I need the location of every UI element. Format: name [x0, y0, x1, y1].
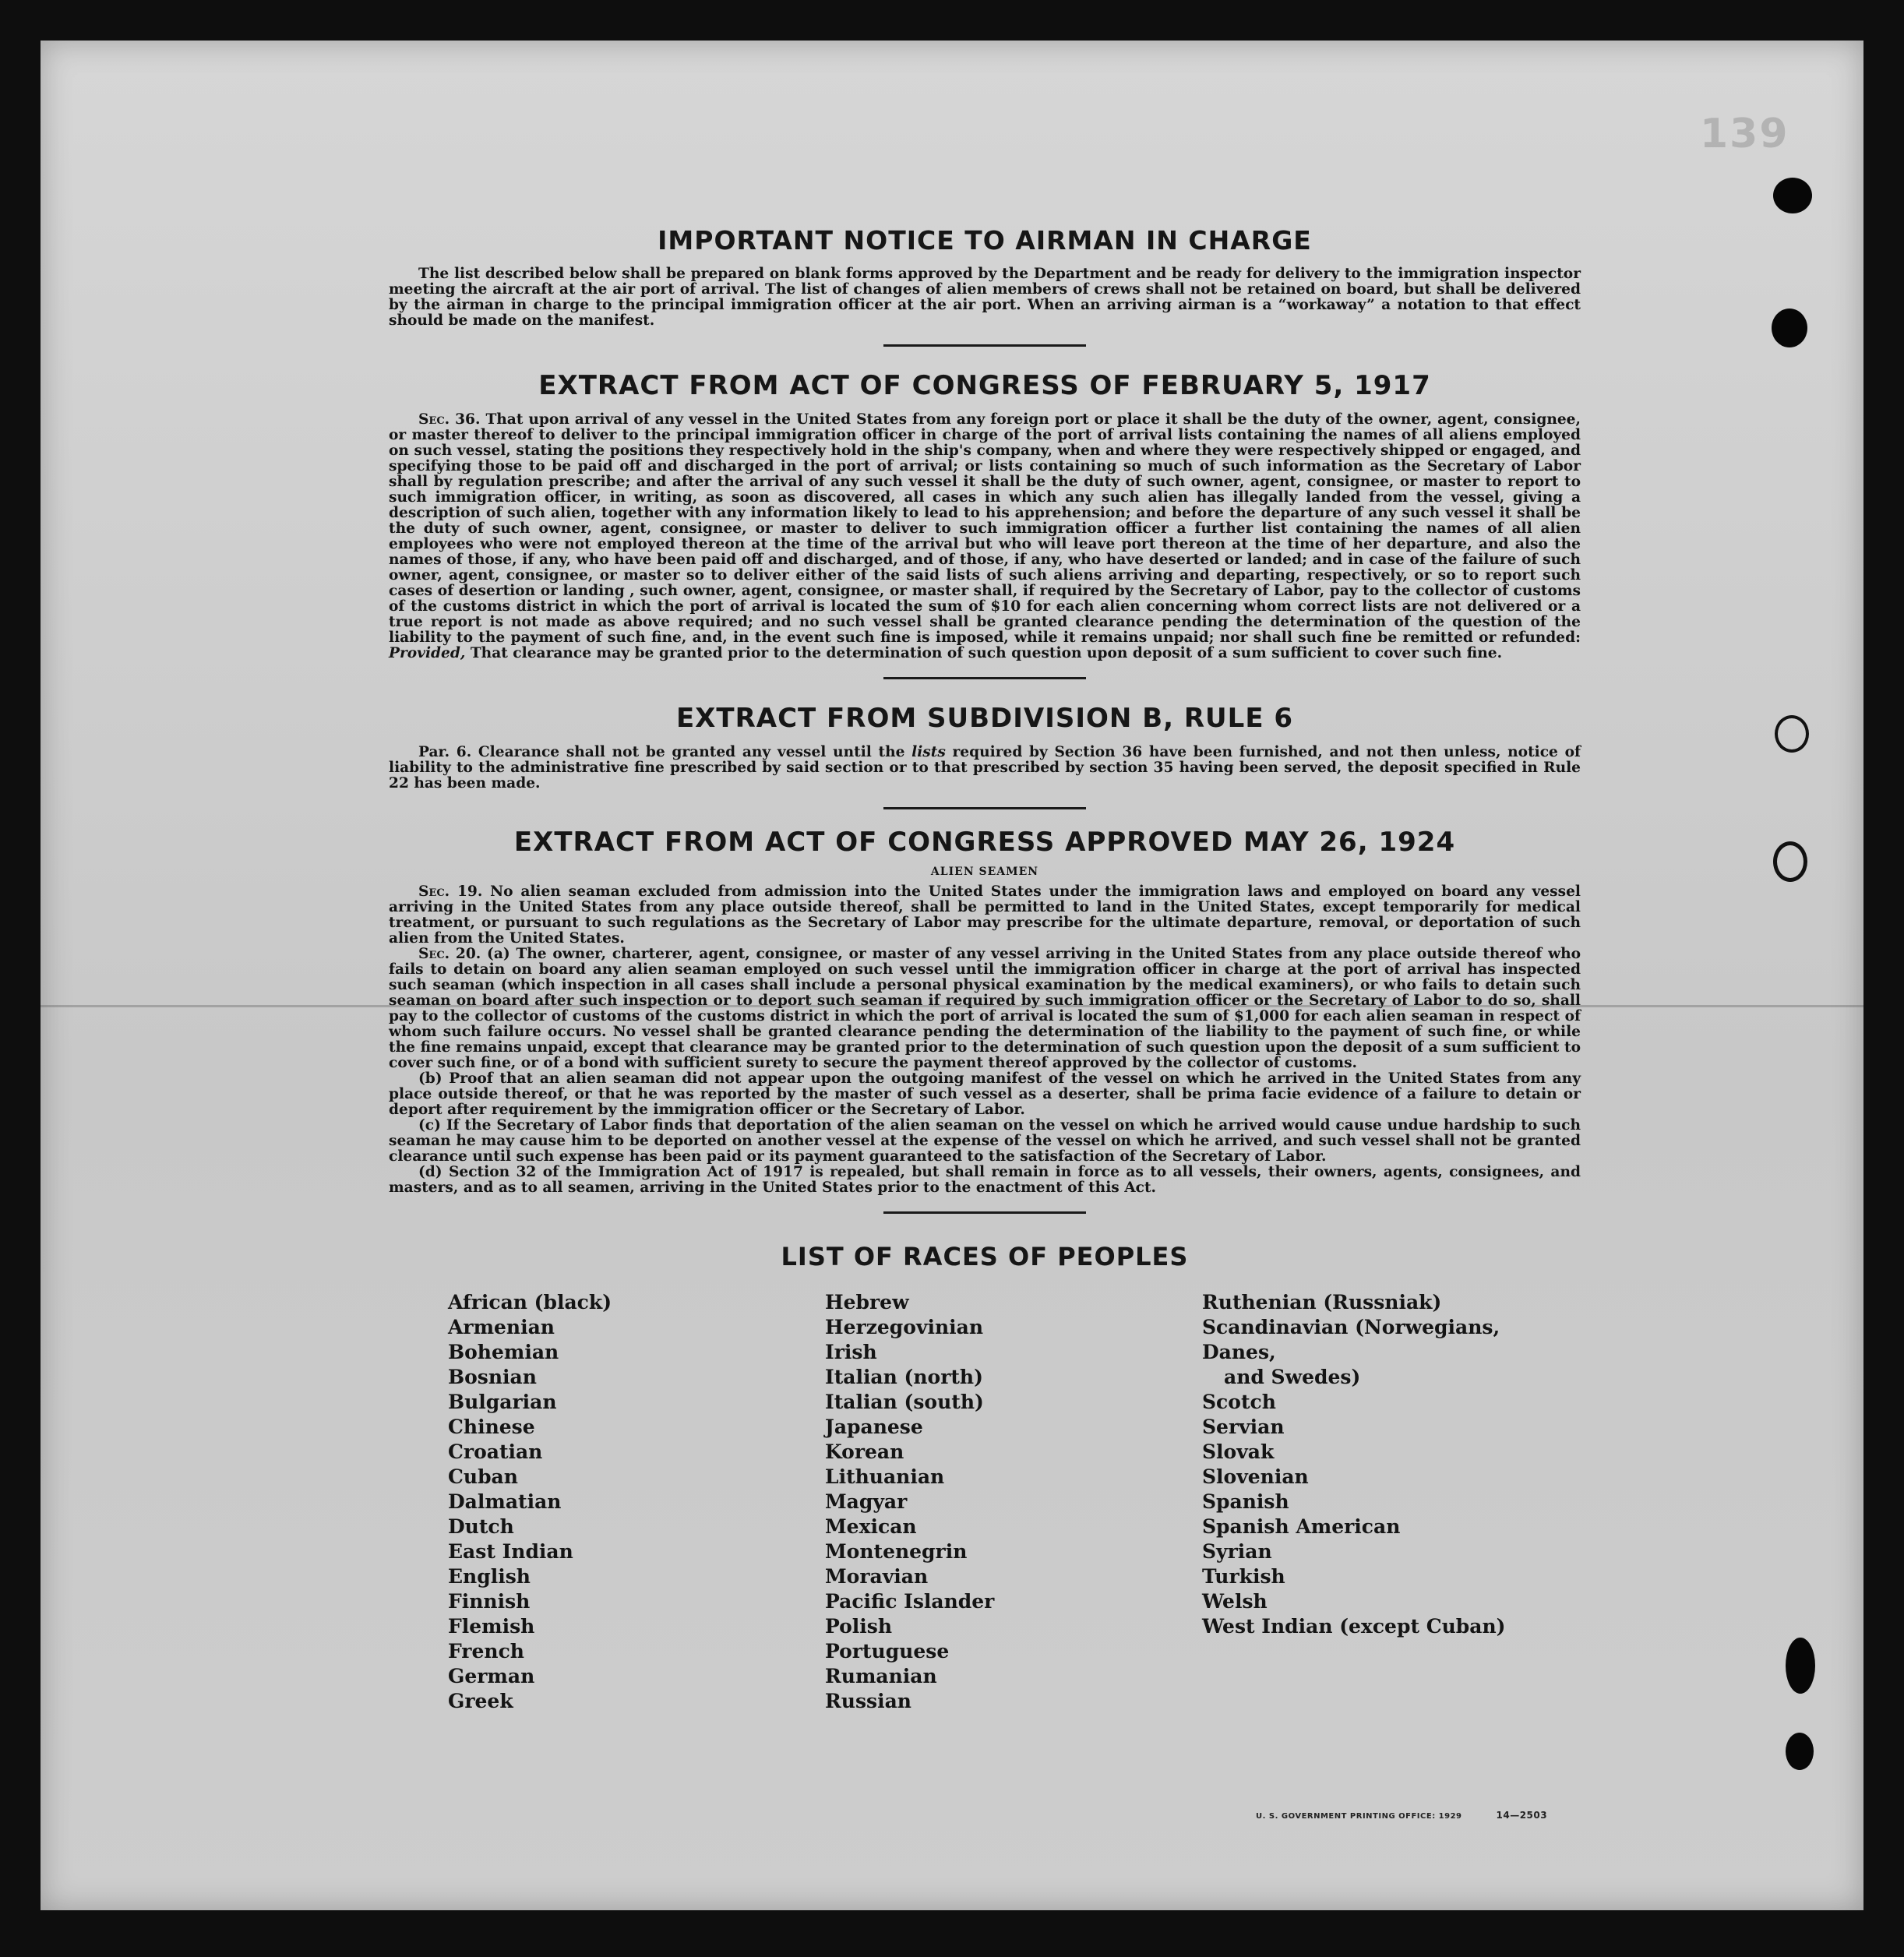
- provided-word: Provided,: [389, 645, 466, 661]
- par-6-text-end: required by Section 36 have been furnished, and not then unless, notice of liability to the administrative fine prescribed by said section or to that prescribed by section 35 having been served, the deposit specified in Rule 22 has been made.: [389, 744, 1581, 792]
- races-list: [448, 1290, 1581, 1714]
- race-item: Armenian: [448, 1316, 555, 1338]
- race-item: Croatian: [448, 1440, 543, 1463]
- printer-footer: [1256, 1810, 1547, 1821]
- race-item: Bohemian: [448, 1341, 559, 1363]
- sec-19-text: No alien seaman excluded from admission into the United States under the immigration laws and employed on board any vessel arriving in the United States from any place outside thereof, shall be permitted to land in the United States, except temporarily for medical treatment, or pursuant to such regulations as the Secretary of Labor may prescribe for the ultimate departure, removal, or deportation of such alien from the United States.: [389, 883, 1581, 947]
- race-item: Montenegrin: [825, 1540, 968, 1563]
- race-item: Servian: [1202, 1416, 1285, 1438]
- race-item: Russian: [825, 1690, 911, 1712]
- race-item: Italian (north): [825, 1366, 983, 1388]
- binder-hole: [1773, 178, 1812, 213]
- race-item: German: [448, 1665, 535, 1687]
- races-title: LIST OF RACES OF PEOPLES: [781, 1242, 1189, 1271]
- race-item: Herzegovinian: [825, 1316, 984, 1338]
- sec-36-text-end: That clearance may be granted prior to the determination of such question upon deposit of a sum sufficient to cover such fine.: [470, 645, 1503, 661]
- binder-hole: [1772, 309, 1807, 347]
- binder-hole: [1786, 1638, 1815, 1694]
- race-item: Italian (south): [825, 1391, 984, 1413]
- race-item: Slovak: [1202, 1440, 1275, 1463]
- race-item: Scandinavian (Norwegians, Danes,: [1202, 1316, 1500, 1363]
- race-item: Scotch: [1202, 1391, 1276, 1413]
- race-item: Irish: [825, 1341, 877, 1363]
- race-item: Dalmatian: [448, 1490, 562, 1513]
- race-item: Dutch: [448, 1515, 514, 1538]
- races-column-1: [448, 1290, 825, 1714]
- binder-hole: [1773, 841, 1807, 882]
- race-item: Rumanian: [825, 1665, 937, 1687]
- race-item: Welsh: [1202, 1590, 1268, 1613]
- race-item: Syrian: [1202, 1540, 1272, 1563]
- section-divider: [883, 1211, 1086, 1214]
- section-divider: [883, 344, 1086, 347]
- sec-36-text: That upon arrival of any vessel in the United States from any foreign port or place it shall be the duty of the owner, agent, consignee, or master thereof to deliver to the principal immigration officer in charge of the port of arrival lists containing the names of all aliens employed on such vessel, stating the positions they respectively hold in the ship's company, when and where they were respectively shipped or engaged, and specifying those to be paid off and discharged in the port of arrival; or lists containing so much of such information as the Secretary of Labor shall by regulation prescribe; and after the arrival of any such vessel it shall be the duty of such owner, agent, consignee, or master to report to such immigration officer, in writing, as soon as discovered, all cases in which any such alien has illegally landed from the vessel, giving a description of such alien, together with any information likely to lead to his apprehension; and before the departure of any such vessel it shall be the duty of such owner, agent, consignee, or master to deliver to such immigration officer a further list containing the names of all alien employees who were not employed thereon at the time of the arrival but who will leave port thereon at the time of her departure, and also the names of those, if any, who have been paid off and discharged, and of those, if any, who have deserted or landed; and in case of the failure of such owner, agent, consignee, or master so to deliver either of the said lists of such aliens arriving and departing, respectively, or so to report such cases of desertion or landing , such owner, agent, consignee, or master shall, if required by the Secretary of Labor, pay to the collector of customs of the customs district in which the port of arrival is located the sum of $10 for each alien concerning whom correct lists are not delivered or a true report is not made as above required; and no such vessel shall be granted clearance pending the determination of the question of the liability to the payment of such fine, and, in the event such fine is imposed, while it remains unpaid; nor shall such fine be remitted or refunded:: [389, 411, 1581, 646]
- rule-6-title: EXTRACT FROM SUBDIVISION B, RULE 6: [675, 703, 1294, 734]
- race-item: Korean: [825, 1440, 904, 1463]
- race-item: Japanese: [825, 1416, 923, 1438]
- form-code: 14—2503: [1496, 1810, 1548, 1821]
- races-column-2: [825, 1290, 1202, 1714]
- notice-body: The list described below shall be prepared on blank forms approved by the Department and be ready for delivery to the immigration inspector meeting the aircraft at the air port of arrival. The list of changes of alien members of crews shall not be retained on board, but shall be delivered by the airman in charge to the principal immigration officer at the air port. When an arriving airman is a “workaway” a notation to that effect should be made on the manifest.: [389, 266, 1581, 329]
- act-1924-sec-20d: (d) Section 32 of the Immigration Act of 1917 is repealed, but shall remain in force as to all vessels, their owners, agents, consignees, and masters, and as to all seamen, arriving in the United States prior to the enactment of this Act.: [389, 1164, 1581, 1196]
- sec-19-label: Sec. 19.: [418, 883, 483, 900]
- rule-6-par-6: [389, 745, 1581, 792]
- race-item: Mexican: [825, 1515, 917, 1538]
- par-6-text: Par. 6. Clearance shall not be granted any vessel until the: [418, 744, 905, 760]
- race-item: Bosnian: [448, 1366, 537, 1388]
- race-item: Turkish: [1202, 1565, 1285, 1588]
- notice-title: IMPORTANT NOTICE TO AIRMAN IN CHARGE: [658, 225, 1312, 256]
- binder-hole: [1786, 1733, 1814, 1770]
- race-item: Greek: [448, 1690, 513, 1712]
- document-sheet: [41, 41, 1863, 1910]
- race-item: Spanish American: [1202, 1515, 1401, 1538]
- race-item: East Indian: [448, 1540, 573, 1563]
- sec-36-label: Sec. 36.: [418, 411, 481, 428]
- act-1924-sec-19: [389, 884, 1581, 947]
- race-item: Bulgarian: [448, 1391, 557, 1413]
- lists-word: lists: [911, 744, 946, 760]
- race-item: West Indian (except Cuban): [1202, 1615, 1506, 1638]
- sec-20-label: Sec. 20.: [418, 946, 481, 962]
- race-item: Finnish: [448, 1590, 531, 1613]
- race-item: Magyar: [825, 1490, 908, 1513]
- race-item: French: [448, 1640, 524, 1663]
- race-item: English: [448, 1565, 531, 1588]
- race-item: Ruthenian (Russniak): [1202, 1291, 1442, 1313]
- act-1924-sec-20c: (c) If the Secretary of Labor finds that deportation of the alien seaman on the vessel on which he arrived would cause undue hardship to such seaman he may cause him to be deported on another vessel at the expense of the vessel on which he arrived, and such vessel shall not be granted clearance until such expense has been paid or its payment guaranteed to the satisfaction of the Secretary of Labor.: [389, 1117, 1581, 1165]
- races-column-3: [1202, 1290, 1579, 1714]
- race-item: Lithuanian: [825, 1465, 945, 1488]
- bleed-through-text: 139: [1700, 111, 1789, 157]
- race-item: Pacific Islander: [825, 1590, 995, 1613]
- race-item: Slovenian: [1202, 1465, 1309, 1488]
- race-item: Spanish: [1202, 1490, 1289, 1513]
- section-divider: [883, 807, 1086, 809]
- race-item: Flemish: [448, 1615, 535, 1638]
- race-item: and Swedes): [1224, 1366, 1361, 1388]
- race-item: Portuguese: [825, 1640, 950, 1663]
- act-1924-sec-20b: (b) Proof that an alien seaman did not appear upon the outgoing manifest of the vessel on which he arrived in the United States from any place outside thereof, or that he was reported by the master of such vessel as a deserter, shall be prima facie evidence of a failure to detain or deport after requirement by the immigration officer or the Secretary of Labor.: [389, 1070, 1581, 1118]
- race-item: Chinese: [448, 1416, 535, 1438]
- race-item: Hebrew: [825, 1291, 909, 1313]
- act-1917-title: EXTRACT FROM ACT OF CONGRESS OF FEBRUARY 5, 1917: [538, 370, 1431, 401]
- act-1924-sec-20a: [389, 947, 1581, 1071]
- sec-20a-text: (a) The owner, charterer, agent, consignee, or master of any vessel arriving in the United States from any place outside thereof who fails to detain on board any alien seaman employed on such vessel until the immigration officer in charge at the port of arrival has inspected such seaman (which inspection in all cases shall include a personal physical examination by the medical examiners), or who fails to detain such seaman on board after such inspection or to deport such seaman if required by such immigration officer or the Secretary of Labor to do so, shall pay to the collector of customs of the customs district in which the port of arrival is located the sum of $1,000 for each alien seaman in respect of whom such failure occurs. No vessel shall be granted clearance pending the determination of the liability to the payment of such fine, or while the fine remains unpaid, except that clearance may be granted prior to the determination of such question upon the deposit of a sum sufficient to cover such fine, or of a bond with sufficient surety to secure the payment thereof approved by the collector of customs.: [389, 946, 1581, 1071]
- act-1917-sec-36: [389, 412, 1581, 661]
- section-divider: [883, 677, 1086, 679]
- race-item: Polish: [825, 1615, 893, 1638]
- act-1924-title: EXTRACT FROM ACT OF CONGRESS APPROVED MAY 26, 1924: [513, 827, 1456, 858]
- binder-hole: [1775, 715, 1809, 753]
- alien-seamen-subtitle: ALIEN SEAMEN: [930, 866, 1039, 878]
- printer-imprint: U. S. GOVERNMENT PRINTING OFFICE: 1929: [1256, 1812, 1462, 1821]
- document-content: [389, 177, 1581, 1714]
- race-item: Cuban: [448, 1465, 518, 1488]
- race-item: African (black): [448, 1291, 612, 1313]
- race-item: Moravian: [825, 1565, 929, 1588]
